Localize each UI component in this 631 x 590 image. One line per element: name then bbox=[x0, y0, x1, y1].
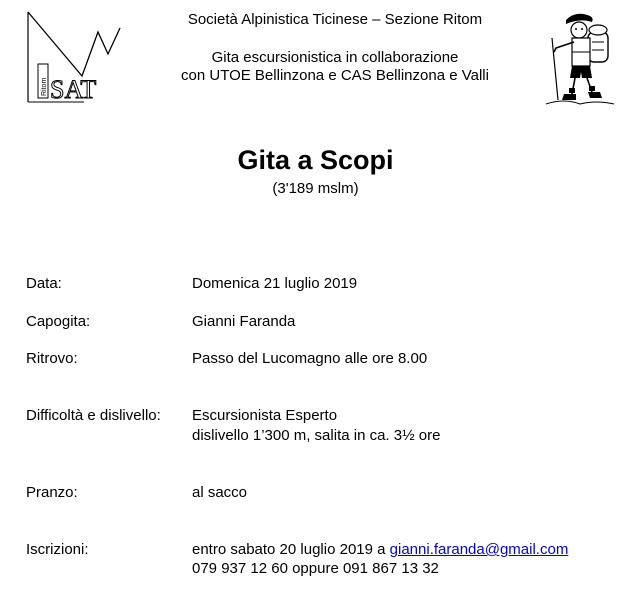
organization-name: Società Alpinistica Ticinese – Sezione Ritom bbox=[187, 11, 483, 28]
difficulty-value: Escursionista Esperto bbox=[192, 407, 338, 424]
collaboration-line-1: Gita escursionistica in collaborazione bbox=[211, 49, 459, 66]
date-value: Domenica 21 luglio 2019 bbox=[192, 275, 358, 292]
elevation-value: dislivello 1’300 m, salita in ca. 3½ ore bbox=[192, 427, 441, 444]
registration-deadline bbox=[192, 540, 568, 559]
logo-main-text: SAT bbox=[50, 75, 97, 104]
collaboration-line-2: con UTOE Bellinzona e CAS Bellinzona e Valli bbox=[181, 67, 489, 84]
altitude-subtitle: (3'189 mslm) bbox=[272, 180, 359, 197]
leader-value: Gianni Faranda bbox=[192, 313, 296, 330]
registration-phones: 079 937 12 60 oppure 091 867 13 32 bbox=[192, 560, 439, 577]
logo-small-text: Ritom bbox=[41, 77, 48, 96]
meeting-value: Passo del Lucomagno alle ore 8.00 bbox=[192, 350, 428, 367]
leader-label: Capogita: bbox=[26, 313, 91, 330]
hiker-icon bbox=[544, 8, 616, 108]
registration-label: Iscrizioni: bbox=[26, 541, 89, 558]
lunch-label: Pranzo: bbox=[26, 484, 78, 501]
email-link[interactable]: gianni.faranda@gmail.com bbox=[389, 541, 569, 558]
meeting-label: Ritrovo: bbox=[26, 350, 78, 367]
sat-logo-icon bbox=[24, 8, 124, 104]
lunch-value: al sacco bbox=[192, 484, 248, 501]
date-label: Data: bbox=[26, 275, 62, 292]
difficulty-label: Difficoltà e dislivello: bbox=[26, 407, 161, 424]
registration-deadline-text: entro sabato 20 luglio 2019 a bbox=[192, 541, 390, 558]
page-title: Gita a Scopi bbox=[237, 145, 394, 175]
